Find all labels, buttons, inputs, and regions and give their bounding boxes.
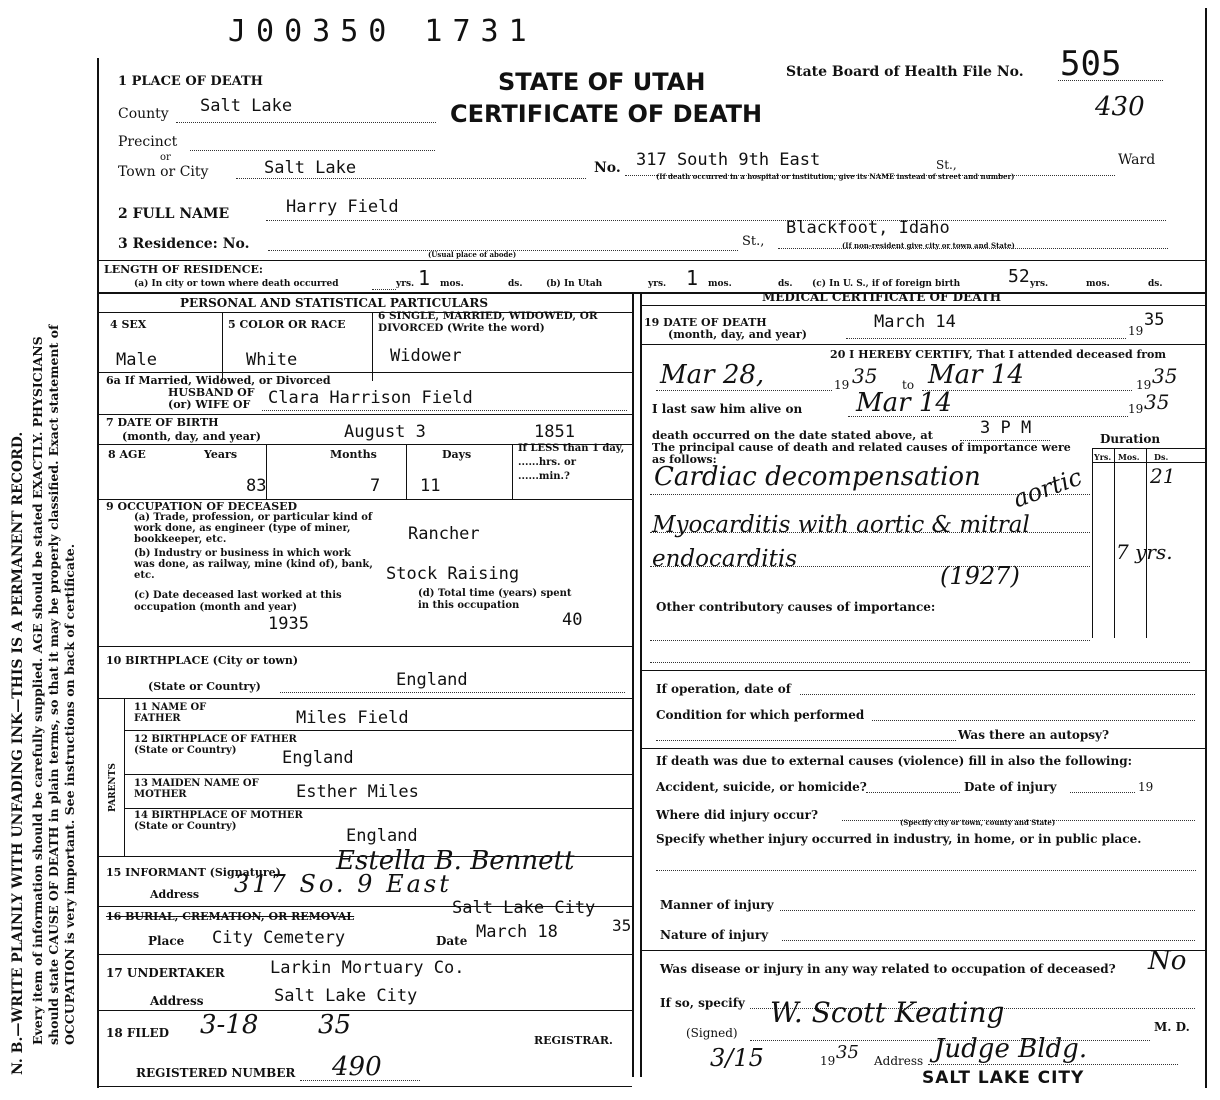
medical-heading: MEDICAL CERTIFICATE OF DEATH (762, 290, 1002, 304)
burial-date: March 18 (476, 922, 558, 942)
registrar-label: REGISTRAR. (534, 1034, 613, 1047)
residence-note: (If non-resident give city or town and State) (842, 241, 1015, 250)
rule-medical-heading (640, 305, 1205, 306)
residence-value: Blackfoot, Idaho (786, 218, 950, 238)
rule-after-spouse (99, 414, 632, 415)
certificate-number: J00350 1731 (228, 14, 537, 49)
date-of-death-value: March 14 (874, 312, 956, 332)
condition-label: Condition for which performed (656, 708, 865, 722)
where-injury-note: (Specify city or town, county and State) (900, 818, 1056, 827)
length-c-ds-label: ds. (1148, 279, 1163, 289)
certify-text: 20 I HEREBY CERTIFY, That I attended deceased from (830, 348, 1166, 361)
mother-birthplace-label: 14 BIRTHPLACE OF MOTHER (State or Country) (134, 810, 303, 832)
father-label: 11 NAME OF FATHER (134, 702, 207, 724)
filed-year: 35 (318, 1010, 352, 1040)
side-note-line4: OCCUPATION is very important. See instructions on back of certificate. (62, 543, 77, 1045)
undertaker-value: Larkin Mortuary Co. (270, 958, 465, 978)
residence-label: 3 Residence: No. (118, 236, 250, 252)
rule-color-marital (372, 313, 373, 381)
operation-label: If operation, date of (656, 682, 791, 696)
rule-duration-mid1 (1114, 448, 1115, 638)
length-c-years: 52 (1008, 266, 1030, 287)
mother-label: 13 MAIDEN NAME OF MOTHER (134, 778, 259, 800)
mother-value: Esther Miles (296, 782, 419, 802)
father-value: Miles Field (296, 708, 409, 728)
rule-after-sex (99, 372, 632, 373)
dob-label-2: (month, day, and year) (122, 430, 261, 443)
state-heading: STATE OF UTAH (498, 68, 706, 96)
accident-label: Accident, suicide, or homicide? (656, 780, 867, 794)
burial-label: 16 BURIAL, CREMATION, OR REMOVAL (106, 910, 355, 923)
rule-after-dod (640, 344, 1205, 345)
duration-label: Duration (1100, 432, 1161, 446)
dob-year: 1851 (534, 422, 575, 442)
age-years: 83 (246, 476, 267, 496)
cause-2-year: (1927) (940, 562, 1020, 590)
last-saw-label: I last saw him alive on (652, 402, 803, 416)
rule-bottom-left (99, 1086, 632, 1087)
signed-year-prefix: 19 (820, 1054, 836, 1068)
attended-from-date: Mar 28, (660, 360, 765, 390)
where-injury-label: Where did injury occur? (656, 808, 819, 822)
column-divider-2 (640, 292, 642, 1077)
full-name-label: 2 FULL NAME (118, 206, 230, 222)
county-value: Salt Lake (200, 96, 293, 116)
date-of-death-label-1: 19 DATE OF DEATH (644, 316, 767, 329)
burial-place: City Cemetery (212, 928, 346, 948)
residence-st-label: St., (742, 234, 765, 249)
last-worked-value: 1935 (268, 614, 309, 634)
signed-label: (Signed) (686, 1026, 738, 1040)
informant-address: 317 So. 9 East (234, 870, 452, 898)
age-months-label: Months (330, 448, 377, 461)
injury-date-label: Date of injury (964, 780, 1057, 794)
length-c-yrs-label: yrs. (1030, 279, 1049, 289)
dob-label-1: 7 DATE OF BIRTH (106, 416, 219, 429)
attended-to-date: Mar 14 (928, 360, 1024, 390)
occupation-value: Rancher (408, 524, 480, 544)
length-of-residence-label: LENGTH OF RESIDENCE: (104, 263, 263, 276)
rule-duration-top (1092, 448, 1205, 449)
side-note-line2: Every item of information should be carefully supplied. AGE should be stated EXACTLY. PHYSICIANS (30, 336, 45, 1045)
rule-after-mother (124, 808, 632, 809)
side-note-line3: should state CAUSE OF DEATH in plain terms, so that it may be properly classified. Exact statement of (46, 324, 61, 1045)
last-saw-date: Mar 14 (856, 388, 952, 418)
length-c-label: (c) In U. S., if of foreign birth (812, 279, 961, 289)
attended-to-label: to (902, 378, 915, 392)
occurred-label: death occurred on the date stated above, at (652, 428, 933, 442)
duration-mos: Mos. (1118, 452, 1140, 462)
color-value: White (246, 350, 298, 370)
certificate-title: CERTIFICATE OF DEATH (450, 100, 763, 128)
external-causes-label: If death was due to external causes (violence) fill in also the following: (656, 754, 1133, 768)
full-name-value: Harry Field (286, 197, 399, 217)
color-label: 5 COLOR OR RACE (228, 318, 346, 331)
length-b-years: 1 (686, 266, 699, 290)
length-a-mos-label: mos. (440, 279, 464, 289)
rule-age-months (406, 445, 407, 499)
frame-left (97, 58, 99, 1088)
time-of-death: 3 P M (980, 418, 1032, 438)
residence-usual-note: (Usual place of abode) (428, 250, 517, 259)
informant-label: 15 INFORMANT (Signature) (106, 866, 281, 879)
length-c-mos-label: mos. (1086, 279, 1110, 289)
birthplace-state-label: (State or Country) (148, 680, 261, 693)
father-birthplace-label: 12 BIRTHPLACE OF FATHER (State or Country) (134, 734, 297, 756)
occupation-c-label: (c) Date deceased last worked at this occupation (month and year) (134, 590, 342, 613)
attended-from-year: 35 (852, 364, 878, 388)
occupation-label: 9 OCCUPATION OF DECEASED (106, 500, 298, 513)
filed-date: 3-18 (200, 1010, 259, 1040)
rule-after-burial (99, 954, 632, 955)
cause-1: Cardiac decompensation (654, 462, 981, 492)
rule-after-other (640, 670, 1205, 671)
rule-after-autopsy (640, 748, 1205, 749)
length-b-label: (b) In Utah (546, 279, 603, 289)
undertaker-label: 17 UNDERTAKER (106, 966, 225, 980)
length-b-mos-label: mos. (708, 279, 732, 289)
dob-value: August 3 (344, 422, 426, 442)
file-number-label: State Board of Health File No. (786, 64, 1024, 80)
length-a-label: (a) In city or town where death occurred (134, 279, 339, 289)
md-label: M. D. (1154, 1020, 1190, 1034)
if-so-label: If so, specify (660, 996, 745, 1010)
physician-address-label: Address (874, 1054, 924, 1068)
rule-after-undertaker (99, 1010, 632, 1011)
sex-label: 4 SEX (110, 318, 147, 331)
industry-value: Stock Raising (386, 564, 520, 584)
attended-from-year-prefix: 19 (834, 378, 850, 392)
last-saw-year: 35 (1144, 390, 1170, 414)
occupation-d-label: (d) Total time (years) spent in this occupation (418, 588, 572, 611)
other-causes-label: Other contributory causes of importance: (656, 600, 936, 614)
date-of-death-year-prefix: 19 (1128, 324, 1144, 338)
county-label: County (118, 106, 169, 122)
marital-label: 6 SINGLE, MARRIED, WIDOWED, OR DIVORCED (Write the word) (378, 310, 598, 334)
place-note: (If death occurred in a hospital or institution, give its NAME instead of street and number) (656, 172, 1015, 181)
cause-intro: The principal cause of death and related causes of importance were as follows: (652, 441, 1071, 466)
cause-2-extra: aortic (1009, 462, 1086, 514)
parents-label: PARENTS (108, 763, 118, 812)
duration-ds: Ds. (1154, 452, 1169, 462)
rule-duration-header (1092, 462, 1205, 463)
burial-place-label: Place (148, 934, 185, 948)
place-of-death-heading: 1 PLACE OF DEATH (118, 74, 263, 89)
rule-after-occupation (99, 646, 632, 647)
precinct-label: Precinct (118, 134, 178, 150)
city-label: Town or City (118, 164, 209, 180)
signed-date: 3/15 (710, 1044, 764, 1072)
rule-duration-left (1092, 448, 1093, 638)
length-a-years: 1 (418, 266, 431, 290)
length-a-ds-label: ds. (508, 279, 523, 289)
sex-value: Male (116, 350, 157, 370)
spouse-label-2: HUSBAND OF (168, 386, 255, 399)
spouse-label-1: 6a If Married, Widowed, or Divorced (106, 374, 331, 387)
injury-year-prefix: 19 (1138, 780, 1154, 794)
physician-address: Judge Bldg. (934, 1034, 1088, 1064)
age-less-label: If LESS than 1 day, ......hrs. or ......min.? (518, 443, 625, 482)
informant-address-label: Address (150, 888, 200, 901)
rule-after-father (124, 730, 632, 731)
informant-signature: Estella B. Bennett (336, 846, 575, 876)
rule-after-nature (640, 950, 1205, 951)
date-of-death-year: 35 (1144, 310, 1165, 330)
birthplace-label: 10 BIRTHPLACE (City or town) (106, 654, 299, 667)
ward-label: Ward (1118, 152, 1156, 168)
attended-to-year: 35 (1152, 364, 1178, 388)
rule-columns-top (99, 292, 1205, 294)
rule-length-top (99, 260, 1205, 261)
last-saw-year-prefix: 19 (1128, 402, 1144, 416)
age-years-label: Years (204, 448, 238, 461)
nature-injury-label: Nature of injury (660, 928, 769, 942)
registered-number: 490 (332, 1052, 382, 1082)
date-of-death-label-2: (month, day, and year) (668, 328, 807, 341)
birthplace-value: England (396, 670, 468, 690)
city-stamp: SALT LAKE CITY (922, 1068, 1085, 1088)
burial-year: 35 (612, 916, 632, 935)
occupation-related-value: No (1148, 946, 1187, 976)
place-st-label: St., (936, 158, 957, 172)
rule-age-days (512, 445, 513, 499)
cause-2-duration: 7 yrs. (1116, 540, 1173, 564)
physician-signature: W. Scott Keating (770, 996, 1005, 1029)
column-divider (632, 292, 634, 1077)
occupation-related-label: Was disease or injury in any way related to occupation of deceased? (660, 962, 1116, 976)
father-birthplace-value: England (282, 748, 354, 768)
place-address: 317 South 9th East (636, 150, 821, 170)
age-label: 8 AGE (108, 448, 146, 461)
side-note-main: N. B.—WRITE PLAINLY WITH UNFADING INK—THIS IS A PERMANENT RECORD. (10, 431, 26, 1075)
duration-yrs: Yrs. (1094, 452, 1112, 462)
burial-date-label: Date (436, 934, 468, 948)
cause-1-duration: 21 (1150, 464, 1176, 488)
personal-heading: PERSONAL AND STATISTICAL PARTICULARS (180, 296, 489, 310)
mother-birthplace-value: England (346, 826, 418, 846)
registered-number-label: REGISTERED NUMBER (136, 1066, 296, 1080)
file-number: 505 (1060, 44, 1122, 84)
length-a-yrs-label: yrs. (396, 279, 415, 289)
address-number-label: No. (594, 160, 621, 176)
burial-city: Salt Lake City (452, 898, 596, 918)
rule-sex-color (222, 313, 223, 381)
signed-year: 35 (836, 1042, 859, 1063)
rule-after-birthplace (99, 698, 632, 699)
occupation-b-label: (b) Industry or business in which work was done, as railway, mine (kind of), bank, etc. (134, 548, 373, 581)
total-time-value: 40 (562, 610, 583, 630)
age-months: 7 (370, 476, 381, 496)
local-file-number: 430 (1095, 92, 1145, 122)
age-days-label: Days (442, 448, 472, 461)
rule-parents (124, 699, 125, 857)
city-value: Salt Lake (264, 158, 357, 178)
length-b-yrs-label: yrs. (648, 279, 667, 289)
age-days: 11 (420, 476, 441, 496)
filed-label: 18 FILED (106, 1026, 169, 1040)
spouse-label-3: (or) WIFE OF (168, 398, 251, 411)
frame-right (1205, 8, 1207, 1088)
cause-2: Myocarditis with aortic & mitral endocarditis (652, 512, 1030, 572)
rule-after-father-bp (124, 774, 632, 775)
length-b-ds-label: ds. (778, 279, 793, 289)
undertaker-address: Salt Lake City (274, 986, 418, 1006)
occupation-a-label: (a) Trade, profession, or particular kind of work done, as engineer (type of miner, bookkeeper, etc. (134, 512, 373, 545)
manner-injury-label: Manner of injury (660, 898, 774, 912)
spouse-value: Clara Harrison Field (268, 388, 473, 408)
attended-to-year-prefix: 19 (1136, 378, 1152, 392)
specify-injury-label: Specify whether injury occurred in industry, in home, or in public place. (656, 832, 1142, 846)
undertaker-address-label: Address (150, 994, 204, 1008)
or-label: or (160, 152, 171, 163)
autopsy-label: Was there an autopsy? (958, 728, 1110, 742)
marital-value: Widower (390, 346, 462, 366)
